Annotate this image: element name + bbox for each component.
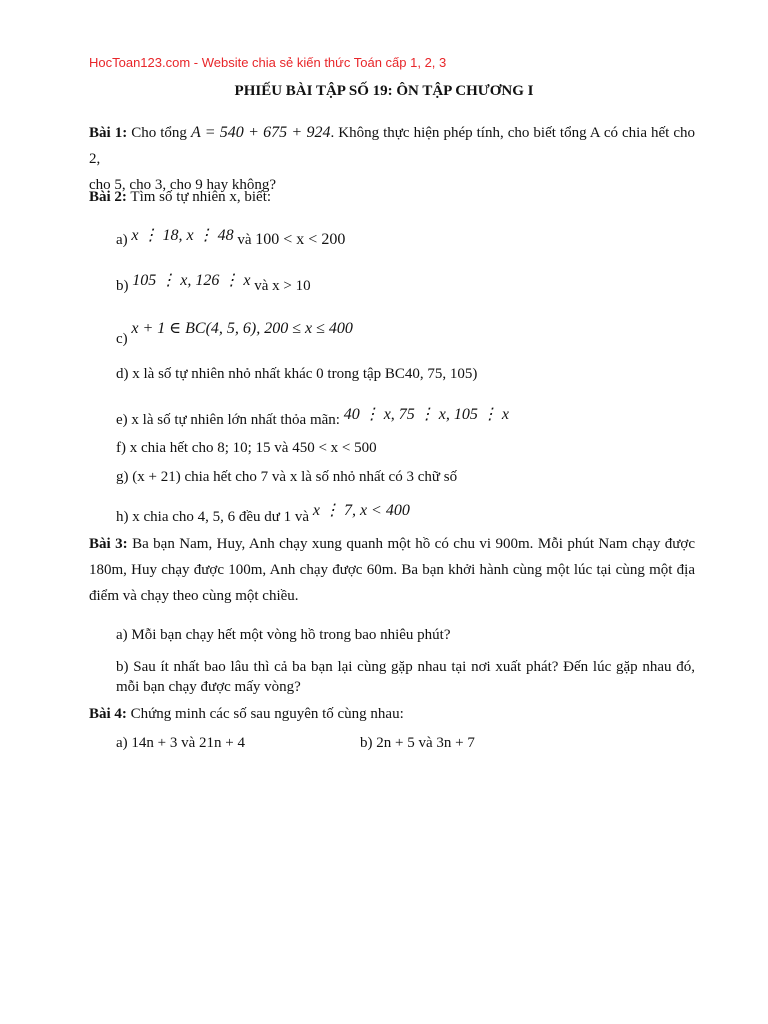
bai4-text: Chứng minh các số sau nguyên tố cùng nhau: [130,706,404,722]
bai2-h-text: h) x chia cho 4, 5, 6 đều dư 1 và [116,509,310,525]
bai2-item-c [116,318,353,347]
bai2-item-b [116,272,311,295]
bai2-item-e [116,404,509,428]
bai2-b-text: và x > 10 [254,278,311,294]
page-title: PHIẾU BÀI TẬP SỐ 19: ÔN TẬP CHƯƠNG I [234,83,534,99]
bai2-h-formula: x ⋮ 7, x < 400 [312,502,410,519]
bai2-c-formula: x + 1 ∈ BC(4, 5, 6), 200 ≤ x ≤ 400 [131,320,353,337]
bai1-pre: Cho tổng [131,125,187,141]
bai2-item-g: g) (x + 21) chia hết cho 7 và x là số nhỏ nhất có 3 chữ số [116,469,458,485]
bai2-a-formula2: 100 < x < 200 [255,231,346,248]
bai1-line2: cho 5, cho 3, cho 9 hay không? [89,177,277,193]
bai4-heading [89,706,404,723]
bai1-label: Bài 1: [89,125,128,141]
bai2-text: Tìm số tự nhiên x, biết: [130,189,272,205]
bai1-formula: A = 540 + 675 + 924 [190,124,331,141]
bai4-item-b: b) 2n + 5 và 3n + 7 [360,735,475,751]
bai2-a-mid: và [237,232,252,248]
bai2-heading [89,189,271,206]
bai2-b-formula: 105 ⋮ x, 126 ⋮ x [132,272,251,289]
bai2-a-formula: x ⋮ 18, x ⋮ 48 [131,227,234,244]
bai3-label: Bài 3: [89,536,128,552]
bai4-item-a: a) 14n + 3 và 21n + 4 [116,735,245,751]
bai2-e-text: e) x là số tự nhiên lớn nhất thỏa mãn: [116,412,340,428]
bai2-a-label: a) [116,232,128,248]
bai3-item-b: b) Sau ít nhất bao lâu thì cả ba bạn lại cùng gặp nhau tại nơi xuất phát? Đến lúc gặp nhau đó, mỗi bạn chạy được mấy vòng? [116,659,695,695]
bai2-item-a [116,229,345,249]
bai1-text: . Không thực hiện phép tính, cho biết tổng A có chia hết cho 2, [89,125,696,167]
bai3-paragraph [89,531,695,609]
bai2-item-h [116,500,410,525]
bai2-e-formula: 40 ⋮ x, 75 ⋮ x, 105 ⋮ x [343,406,509,423]
bai2-item-f: f) x chia hết cho 8; 10; 15 và 450 < x < 500 [116,440,377,456]
bai2-item-d: d) x là số tự nhiên nhỏ nhất khác 0 trong tập BC40, 75, 105) [116,366,478,382]
bai3-item-a: a) Mỗi bạn chạy hết một vòng hồ trong bao nhiêu phút? [116,627,451,643]
site-header[interactable]: HocToan123.com - Website chia sẻ kiến thức Toán cấp 1, 2, 3 [89,55,447,70]
bai2-b-label: b) [116,278,129,294]
bai3-text: Ba bạn Nam, Huy, Anh chạy xung quanh một hồ có chu vi 900m. Mỗi phút Nam chạy được 180m, Huy chạy được 100m, Anh chạy được 60m. Ba bạn khởi hành cùng một lúc tại cùng một địa điểm và chạy theo cùng một chiều. [89,536,696,604]
bai4-label: Bài 4: [89,706,127,722]
bai1-paragraph [89,120,695,198]
bai2-label: Bài 2: [89,189,127,205]
bai2-c-label: c) [116,331,128,347]
